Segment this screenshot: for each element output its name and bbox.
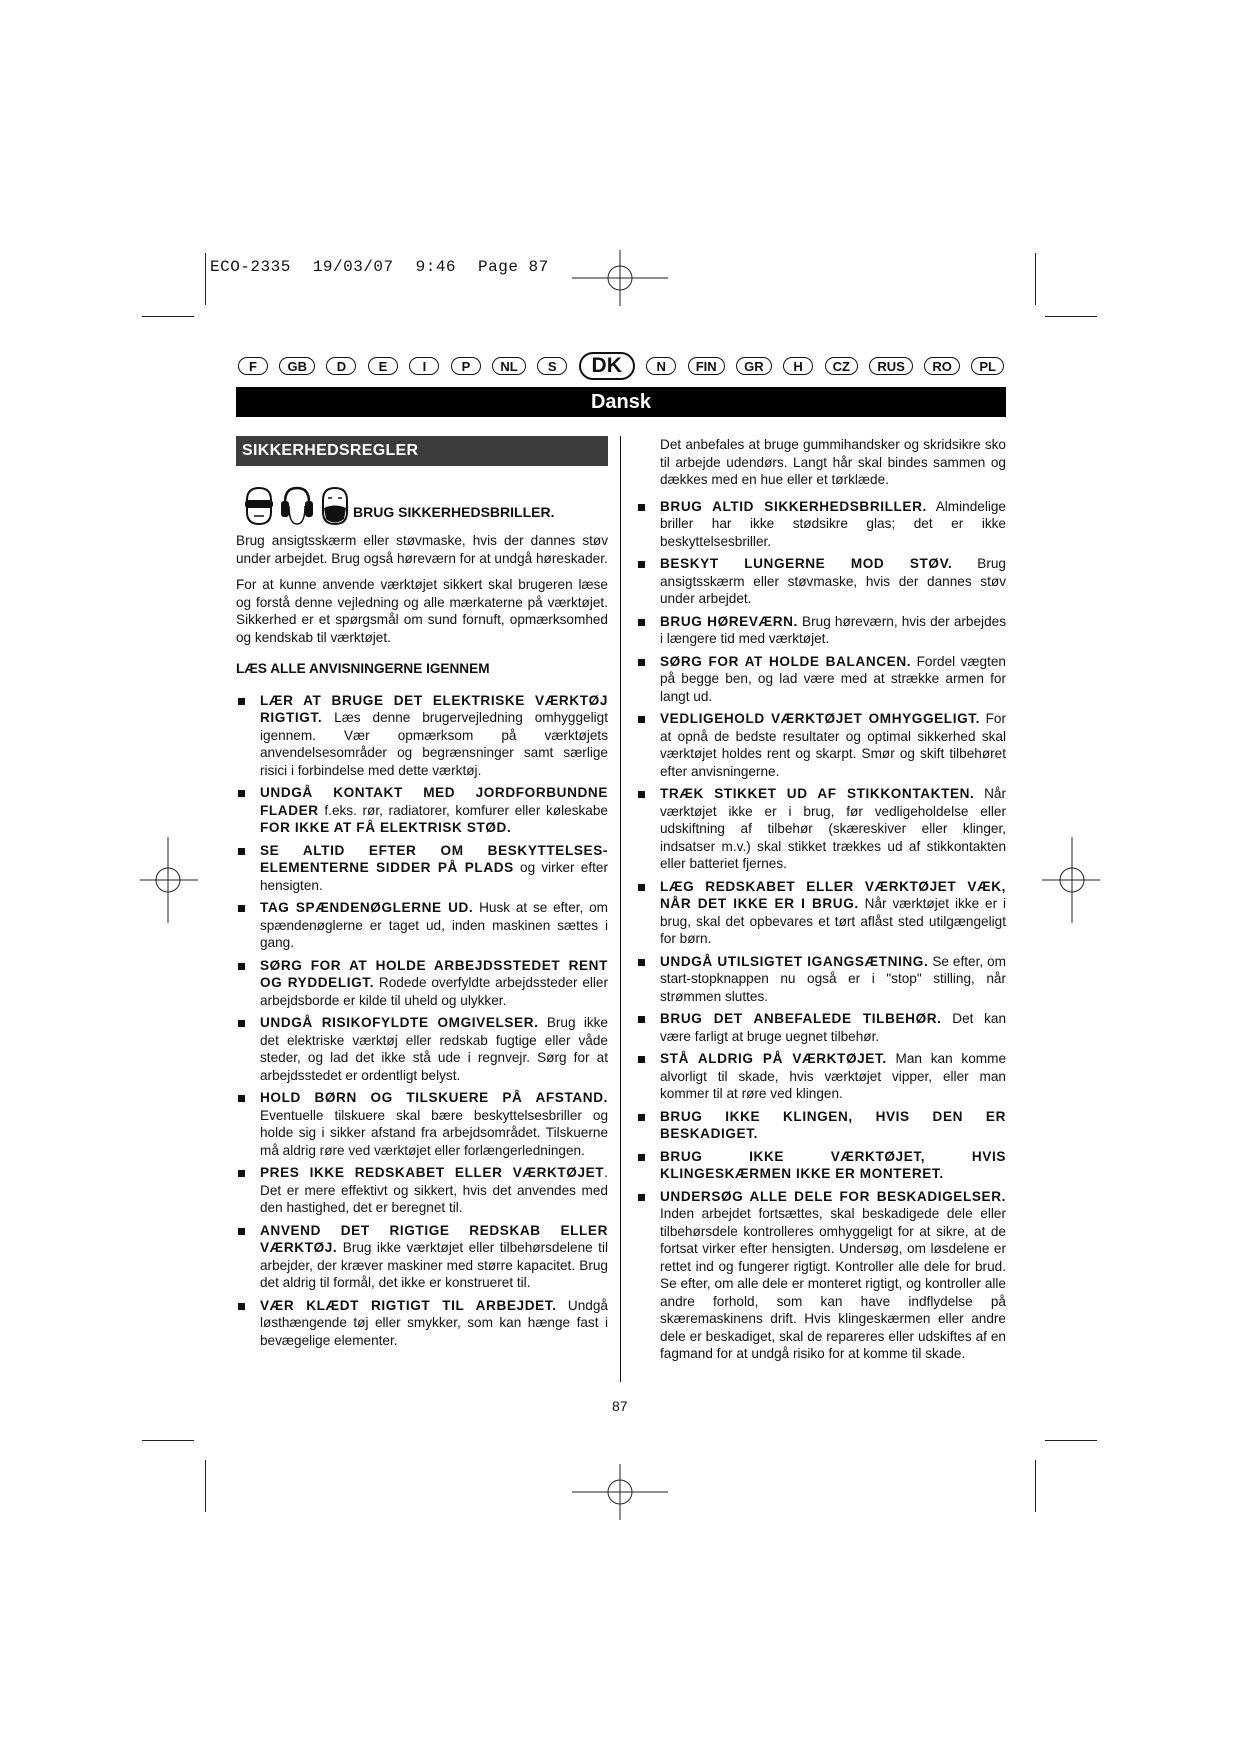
left-rules-list [236,692,608,1350]
rule-text: Brug ikke værktøjet eller tilbehørsdelene til arbejder, der kræver maskiner med større kapacitet. Brug det aldrig til formål, det ikke er konstrueret til. [260,1240,608,1290]
language-tab-p[interactable]: P [451,357,481,375]
rule-heading: SØRG FOR AT HOLDE ARBEJDSSTEDET RENT OG RYDDELIGT. [260,957,608,990]
rule-heading: BRUG IKKE VÆRKTØJET, HVIS KLINGESKÆRMEN IKKE ER MONTERET. [660,1148,1006,1181]
rule-text: Når værktøjet ikke er i brug, skal det opbevares et tørt aflåst sted utilgængeligt for børn. [660,896,1007,946]
language-tab-s[interactable]: S [537,357,567,375]
rule-item [236,784,608,837]
slug-time: 9:46 [415,258,457,276]
rule-text: Læs denne brugervejledning omhyggeligt igennem. Vær opmærksom på værktøjets anvendelsesområder og begrænsninger samt særlige risici i forbindelse med dette værktøj. [260,710,608,778]
rule-item [636,953,1006,1006]
rule-item [636,1188,1006,1363]
rule-text: Rodede overfyldte arbejdssteder eller arbejdsborde er kilde til uheld og ulykker. [260,975,609,1008]
rule-heading: BRUG ALTID SIKKERHEDSBRILLER. [660,498,927,514]
right-column [636,436,1006,1368]
rule-item [236,1164,608,1217]
rule-item [636,498,1006,551]
rule-heading: STÅ ALDRIG PÅ VÆRKTØJET. [660,1051,887,1066]
right-intro-paragraph: Det anbefales at bruge gummihandsker og skridsikre sko til arbejde udendørs. Langt hår skal bindes sammen og dækkes med en hue eller et tørklæde. [660,437,1006,487]
registration-mark-top [570,248,670,308]
rule-text: Inden arbejdet fortsættes, skal beskadigede dele eller tilbehørsdele kontrolleres omhyggeligt for at sikre, at de fortsat virker efter hensigten. Undersøg, om løsdelene er rettet ind og fungerer rigtigt. Kontroller alle dele for brud. Se efter, om alle dele er monteret rigtigt, og kontroller alle andre forhold, som kan have indflydelse på skæremaskinens drift. Hvis klingeskærmen eller andre dele er beskadiget, skal de repareres eller udskiftes af en fagmand for at undgå risiko for at komme til skade. [660,1206,1006,1361]
rule-text: og virker efter hensigten. [260,860,608,893]
language-tab-f[interactable]: F [238,357,268,375]
rule-item [636,710,1006,780]
rule-heading: TRÆK STIKKET UD AF STIKKONTAKTEN. [660,786,975,801]
print-slug [210,258,571,276]
rule-item [636,653,1006,706]
ear-protection-icon [280,486,314,526]
left-column [236,532,608,1354]
language-tab-cz[interactable]: CZ [825,357,858,375]
rule-text: Eventuelle tilskuere skal bære beskyttelsesbriller og holde sig i sikker afstand fra arbejdsområdet. Tilskuerne må aldrig røre ved værktøjet eller forlængerledningen. [260,1107,608,1158]
language-tab-i[interactable]: I [409,357,439,375]
rule-text: For at opnå de bedste resultater og optimal sikkerhed skal værktøjet holdes rent og skarpt. Smør og skift tilbehøret efter anvisningerne. [660,711,1007,779]
rule-heading: VEDLIGEHOLD VÆRKTØJET OMHYGGELIGT. [660,711,981,726]
rule-text: Det kan være farligt at bruge uegnet tilbehør. [660,1011,1006,1044]
section-title: SIKKERHEDSREGLER [236,436,608,466]
right-rules-list [636,498,1006,1363]
language-tab-dk[interactable]: DK [579,352,635,380]
rule-heading: LÆG REDSKABET ELLER VÆRKTØJET VÆK, NÅR DET IKKE ER I BRUG. [660,878,1006,911]
language-tab-nl[interactable]: NL [492,357,525,375]
language-tab-fin[interactable]: FIN [688,357,725,375]
registration-mark-left [140,835,200,925]
rule-item [236,692,608,780]
rule-item [236,957,608,1010]
rule-text: f.eks. rør, radiatorer, komfurer eller køleskabe [318,802,608,818]
rule-item [636,785,1006,873]
rule-item [636,1010,1006,1045]
rule-text: Undgå løsthængende tøj eller smykker, som kan hænge fast i bevægelige elementer. [260,1297,608,1348]
language-tab-rus[interactable]: RUS [869,357,912,375]
rule-heading: TAG SPÆNDENØGLERNE UD. [260,900,474,915]
rule-heading: BESKYT LUNGERNE MOD STØV. [660,556,953,571]
language-tab-d[interactable]: D [326,357,356,375]
rule-item [236,1089,608,1159]
rule-text: Se efter, om start-stopknappen nu også er i "stop" stilling, når strømmen sluttes. [660,953,1006,1004]
language-tab-e[interactable]: E [368,357,398,375]
language-tab-h[interactable]: H [783,357,813,375]
rule-text: Når værktøjet ikke er i brug, før vedligeholdelse eller udskiftning af tilbehør (skæreskiver eller klinger, indsatser m.v.) skal stikket trækkes ud af stikkontakten eller batteriet fjernes. [660,786,1006,871]
rule-heading: VÆR KLÆDT RIGTIGT TIL ARBEJDET. [260,1297,557,1313]
rule-item [236,1222,608,1292]
rule-item [236,1014,608,1084]
rule-text: Fordel vægten på begge ben, og lad være med at strække armen for langt ud. [660,653,1006,704]
rule-item [636,1108,1006,1143]
rule-heading: LÆR AT BRUGE DET ELEKTRISKE VÆRKTØJ RIGTIGT. [260,692,608,725]
rule-tail: FOR IKKE AT FÅ ELEKTRISK STØD. [260,820,512,835]
intro-paragraph-2: For at kunne anvende værktøjet sikkert skal brugeren læse og forstå denne vejledning og alle mærkaterne på værktøjet. Sikkerhed er et spørgsmål om sund fornuft, opmærksomhed og kendskab til værktøjet. [236,577,608,645]
rule-heading: BRUG HØREVÆRN. [660,613,798,629]
safety-goggles-icon [242,486,276,526]
rule-text: Brug ansigtsskærm eller støvmaske, hvis der dannes støv under arbejdet. [660,556,1006,606]
slug-date: 19/03/07 [312,258,394,276]
rule-text: Brug ikke det elektriske værktøj eller redskab fugtige eller våde steder, og lad det ikke stå ude i regnvejr. Sørg for at arbejdsstedet er ordentligt belyst. [260,1015,608,1083]
rule-item [236,842,608,895]
intro-paragraph-1: Brug ansigtsskærm eller støvmaske, hvis der dannes støv under arbejdet. Brug også høreværn for at undgå høreskader. [236,533,608,566]
language-tab-ro[interactable]: RO [924,357,960,375]
rule-heading: UNDGÅ RISIKOFYLDTE OMGIVELSER. [260,1015,539,1030]
rule-item [236,1297,608,1350]
slug-code: ECO-2335 [210,258,291,276]
registration-mark-bottom [570,1462,670,1522]
rule-heading: UNDGÅ KONTAKT MED JORDFORBUNDNE FLADER [260,785,608,818]
language-tab-n[interactable]: N [646,357,676,375]
rule-heading: UNDGÅ UTILSIGTET IGANGSÆTNING. [660,953,929,969]
language-tab-gb[interactable]: GB [279,357,315,375]
rule-text: Man kan komme alvorligt til skade, hvis værktøjet vipper, eller man kommer til at røre ved klingen. [660,1051,1006,1101]
rule-heading: PRES IKKE REDSKABET ELLER VÆRKTØJET [260,1165,605,1180]
rule-text: Brug høreværn, hvis der arbejdes i længere tid med værktøjet. [660,613,1006,646]
rule-item [636,878,1006,948]
rule-heading: HOLD BØRN OG TILSKUERE PÅ AFSTAND. [260,1090,608,1105]
language-selector [238,352,1004,380]
rule-item [636,1148,1006,1183]
rule-item [636,1050,1006,1103]
slug-page: Page 87 [478,258,549,276]
page-number: 87 [612,1398,628,1414]
rule-item [636,555,1006,608]
rule-text: Husk at se efter, om spændenøglerne er taget ud, inden maskinen sættes i gang. [260,900,608,950]
language-tab-pl[interactable]: PL [971,357,1004,375]
rule-heading: ANVEND DET RIGTIGE REDSKAB ELLER VÆRKTØJ. [260,1222,608,1255]
rule-text: . Det er mere effektivt og sikkert, hvis det anvendes med den hastighed, det er beregnet til. [260,1165,608,1215]
registration-mark-right [1040,835,1100,925]
rule-heading: BRUG DET ANBEFALEDE TILBEHØR. [660,1011,942,1026]
subheading: LÆS ALLE ANVISNINGERNE IGENNEM [236,661,490,676]
language-tab-gr[interactable]: GR [736,357,772,375]
icon-caption: BRUG SIKKERHEDSBRILLER. [353,504,555,520]
column-divider [620,436,621,1382]
language-title: Dansk [236,387,1006,417]
rule-item [236,899,608,952]
rule-heading: BRUG IKKE KLINGEN, HVIS DEN ER BESKADIGET. [660,1108,1006,1141]
rule-text: Almindelige briller har ikke stødsikre glas; det er ikke beskyttelsesbriller. [660,498,1006,549]
rule-item [636,613,1006,648]
rule-heading: SØRG FOR AT HOLDE BALANCEN. [660,653,912,669]
safety-icons [242,486,352,526]
rule-heading: SE ALTID EFTER OM BESKYTTELSES-ELEMENTERNE SIDDER PÅ PLADS [260,842,608,875]
rule-heading: UNDERSØG ALLE DELE FOR BESKADIGELSER. [660,1188,1006,1204]
dust-mask-icon [318,486,352,526]
